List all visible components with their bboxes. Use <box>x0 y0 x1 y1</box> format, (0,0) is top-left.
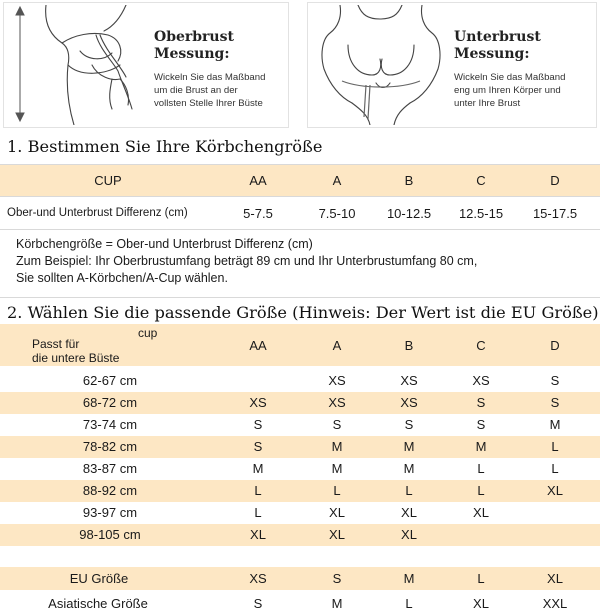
row-label: 93-97 cm <box>82 505 138 520</box>
note-example: Zum Beispiel: Ihr Oberbrustumfang beträgt 89 cm und Ihr Unterbrustumfang 80 cm, <box>16 254 478 268</box>
row-label: 68-72 cm <box>82 395 138 410</box>
row-value-b: M <box>403 439 415 454</box>
asian-size-c: XL <box>473 596 489 611</box>
underbust-title-line1: Unterbrust <box>454 29 541 45</box>
asian-size-label: Asiatische Größe <box>48 596 148 611</box>
row-value-d: S <box>550 395 560 410</box>
overbust-desc-line3: vollsten Stelle Ihrer Büste <box>154 98 263 109</box>
difference-row-label: Ober-und Unterbrust Differenz (cm) <box>7 207 188 219</box>
row-value-a: L <box>333 483 341 498</box>
row-value-c: L <box>477 461 485 476</box>
underbust-illustration <box>312 5 447 125</box>
cup-header-d: D <box>550 173 560 188</box>
row-value-a: XS <box>328 373 346 388</box>
cup-header-label: CUP <box>94 173 122 188</box>
note-conclusion: Sie sollten A-Körbchen/A-Cup wählen. <box>16 271 228 285</box>
row-value-b: S <box>404 417 414 432</box>
row-label: 83-87 cm <box>82 461 138 476</box>
row-value-a: XL <box>329 527 345 542</box>
row-value-d: XL <box>547 483 563 498</box>
row-value-c: XS <box>472 373 490 388</box>
overbust-title-line2: Messung: <box>154 46 230 62</box>
corner-cup-label: cup <box>138 326 158 340</box>
row-value-aa: L <box>254 483 262 498</box>
eu-size-c: L <box>477 571 485 586</box>
underbust-desc-line1: Wickeln Sie das Maßband <box>454 72 566 83</box>
row-value-b: XS <box>400 395 418 410</box>
row-value-aa: S <box>253 417 263 432</box>
cup-header-a: A <box>332 173 342 188</box>
cup-header-band <box>0 164 600 196</box>
row-value-b: L <box>405 483 413 498</box>
row-value-d: L <box>551 461 559 476</box>
underbust-desc-line3: unter Ihre Brust <box>454 98 521 109</box>
asian-size-a: M <box>331 596 343 611</box>
underbust-card <box>307 2 597 128</box>
difference-d: 15-17.5 <box>532 206 578 221</box>
difference-a: 7.5-10 <box>318 206 356 221</box>
row-value-aa: XS <box>249 395 267 410</box>
difference-b: 10-12.5 <box>386 206 432 221</box>
row-value-d: M <box>549 417 561 432</box>
overbust-illustration <box>8 5 143 125</box>
row-value-b: XL <box>401 527 417 542</box>
size-header-a: A <box>332 338 342 353</box>
row-value-c: S <box>476 395 486 410</box>
eu-size-d: XL <box>547 571 563 586</box>
asian-size-aa: S <box>253 596 263 611</box>
row-value-b: M <box>403 461 415 476</box>
section1-heading: 1. Bestimmen Sie Ihre Körbchengröße <box>7 137 323 156</box>
row-value-b: XL <box>401 505 417 520</box>
overbust-card <box>3 2 289 128</box>
section2-heading: 2. Wählen Sie die passende Größe (Hinweis: Der Wert ist die EU Größe) <box>7 303 599 322</box>
row-value-c: L <box>477 483 485 498</box>
row-value-aa: S <box>253 439 263 454</box>
row-value-a: S <box>332 417 342 432</box>
row-value-c: M <box>475 439 487 454</box>
row-label: 73-74 cm <box>82 417 138 432</box>
row-label: 62-67 cm <box>82 373 138 388</box>
row-value-d: S <box>550 373 560 388</box>
row-value-a: XL <box>329 505 345 520</box>
cup-size-note <box>16 236 477 287</box>
row-label: 78-82 cm <box>82 439 138 454</box>
row-value-a: M <box>331 439 343 454</box>
eu-size-label: EU Größe <box>69 571 129 586</box>
overbust-title-line1: Oberbrust <box>154 29 234 45</box>
cup-header-aa: AA <box>249 173 267 188</box>
row-value-b: XS <box>400 373 418 388</box>
row-value-c: XL <box>473 505 489 520</box>
asian-size-d: XXL <box>542 596 568 611</box>
row-value-aa: M <box>252 461 264 476</box>
row-label: 98-105 cm <box>79 527 141 542</box>
difference-aa: 5-7.5 <box>243 206 273 221</box>
difference-c: 12.5-15 <box>458 206 504 221</box>
size-header-aa: AA <box>249 338 267 353</box>
row-value-d: L <box>551 439 559 454</box>
size-header-c: C <box>476 338 486 353</box>
row-value-c: S <box>476 417 486 432</box>
underbust-title-line2: Messung: <box>454 46 530 62</box>
cup-header-b: B <box>404 173 414 188</box>
corner-fit-line2: die untere Büste <box>32 351 120 365</box>
corner-fit-line1: Passt für <box>32 337 80 351</box>
row-value-a: XS <box>328 395 346 410</box>
size-header-b: B <box>404 338 414 353</box>
eu-size-a: S <box>332 571 342 586</box>
overbust-desc-line2: um die Brust an der <box>154 85 238 96</box>
row-value-aa: L <box>254 505 262 520</box>
underbust-desc-line2: eng um Ihren Körper und <box>454 85 561 96</box>
note-formula: Körbchengröße = Ober-und Unterbrust Differenz (cm) <box>16 237 313 251</box>
size-header-d: D <box>550 338 560 353</box>
eu-size-b: M <box>403 571 415 586</box>
cup-header-c: C <box>476 173 486 188</box>
overbust-desc-line1: Wickeln Sie das Maßband <box>154 72 266 83</box>
eu-size-aa: XS <box>249 571 267 586</box>
asian-size-b: L <box>405 596 413 611</box>
row-label: 88-92 cm <box>82 483 138 498</box>
row-value-a: M <box>331 461 343 476</box>
row-value-aa: XL <box>250 527 266 542</box>
